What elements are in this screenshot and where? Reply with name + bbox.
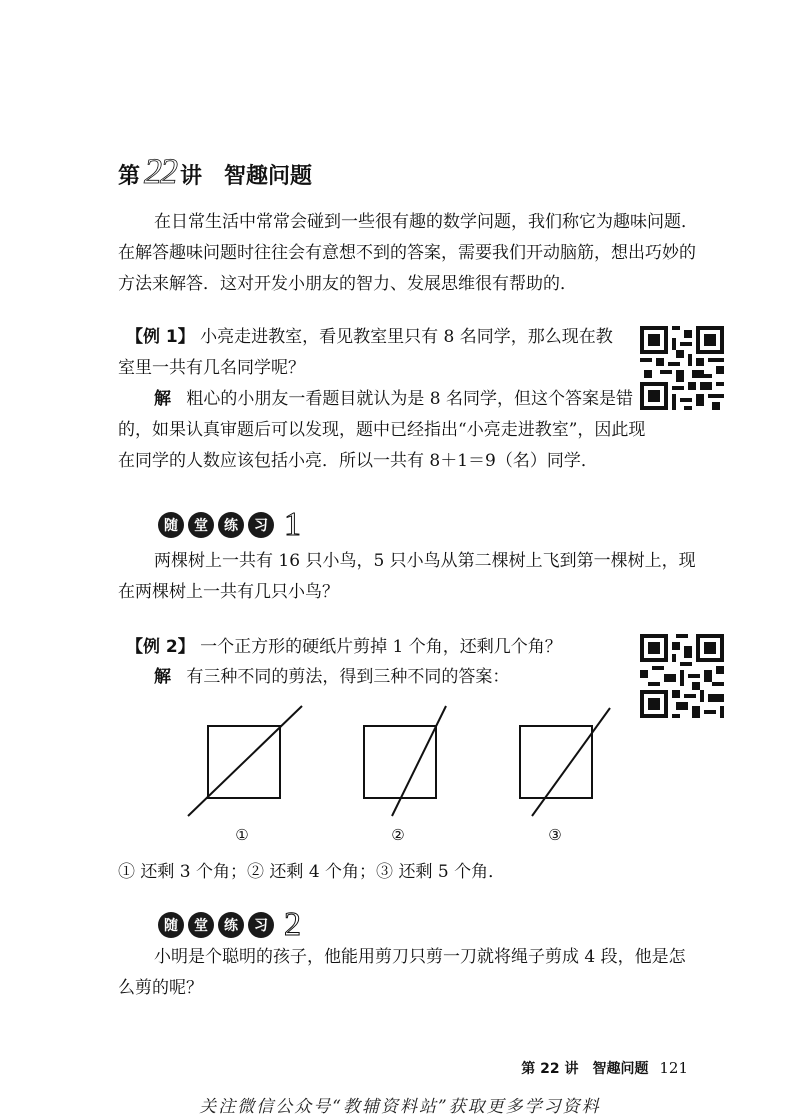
practice-1-char-4: 习 xyxy=(248,512,274,538)
square-cuts-figure xyxy=(170,700,640,850)
page-footer xyxy=(521,1058,688,1078)
practice-2-header xyxy=(158,906,301,943)
qr-code-icon[interactable] xyxy=(640,326,724,410)
cut-line-1 xyxy=(188,706,302,816)
figure-label-3: ③ xyxy=(548,826,562,844)
example-2-solution-label: 解 xyxy=(154,667,171,687)
practice-1-text: 两棵树上一共有 16 只小鸟，5 只小鸟从第二棵树上飞到第一棵树上，现在两棵树上一共有几只小鸟？ xyxy=(118,551,696,602)
practice-1-char-3: 练 xyxy=(218,512,244,538)
example-1-solution xyxy=(118,384,648,477)
example-2-label: 【例 2】 xyxy=(126,637,195,657)
practice-2-char-2: 堂 xyxy=(188,912,214,938)
title-prefix: 第 xyxy=(118,163,141,189)
qr-code-icon[interactable] xyxy=(640,634,724,718)
chapter-title xyxy=(118,150,312,192)
example-1-question-text: 小亮走进教室，看见教室里只有 8 名同学，那么现在教室里一共有几名同学呢？ xyxy=(118,327,613,378)
title-suffix: 讲 xyxy=(180,163,203,189)
footer-chapter: 第 22 讲 智趣问题 xyxy=(521,1061,649,1077)
practice-2-char-1: 随 xyxy=(158,912,184,938)
figure-label-1: ① xyxy=(235,826,249,844)
title-number: 22 xyxy=(144,151,177,191)
example-1-solution-label: 解 xyxy=(154,389,171,409)
example-2-question xyxy=(118,632,628,663)
example-2-answer: ① 还剩 3 个角；② 还剩 4 个角；③ 还剩 5 个角． xyxy=(118,862,506,882)
watermark-text: 关注微信公众号“教辅资料站”获取更多学习资料 xyxy=(199,1097,601,1117)
intro-paragraph: 在日常生活中常常会碰到一些很有趣的数学问题，我们称它为趣味问题．在解答趣味问题时往往会有意想不到的答案，需要我们开动脑筋，想出巧妙的方法来解答．这对开发小朋友的智力、发展思维很有帮助的． xyxy=(118,212,698,294)
practice-1-header xyxy=(158,506,301,543)
square-3 xyxy=(520,726,592,798)
example-2-solution-text: 有三种不同的剪法，得到三种不同的答案： xyxy=(186,667,510,687)
example-2-solution xyxy=(118,662,628,693)
figure-label-2: ② xyxy=(391,826,405,844)
cut-line-3 xyxy=(532,708,610,816)
practice-2-text: 小明是个聪明的孩子，他能用剪刀只剪一刀就将绳子剪成 4 段，他是怎么剪的呢？ xyxy=(118,947,686,998)
practice-2-char-4: 习 xyxy=(248,912,274,938)
page-number: 121 xyxy=(659,1059,688,1077)
practice-2-number: 2 xyxy=(284,906,301,943)
example-2-question-text: 一个正方形的硬纸片剪掉 1 个角，还剩几个角？ xyxy=(200,637,562,657)
example-1-question xyxy=(118,322,628,384)
practice-1-number: 1 xyxy=(284,506,301,543)
cut-line-2 xyxy=(392,706,446,816)
example-1-solution-text: 粗心的小朋友一看题目就认为是 8 名同学，但这个答案是错的，如果认真审题后可以发现，题中已经指出“小亮走进教室”，因此现在同学的人数应该包括小亮．所以一共有 8＋1＝9（名）同学． xyxy=(118,389,646,471)
practice-1-char-2: 堂 xyxy=(188,512,214,538)
practice-1-char-1: 随 xyxy=(158,512,184,538)
square-2 xyxy=(364,726,436,798)
practice-2-char-3: 练 xyxy=(218,912,244,938)
title-topic: 智趣问题 xyxy=(224,163,313,189)
example-1-label: 【例 1】 xyxy=(126,327,195,347)
